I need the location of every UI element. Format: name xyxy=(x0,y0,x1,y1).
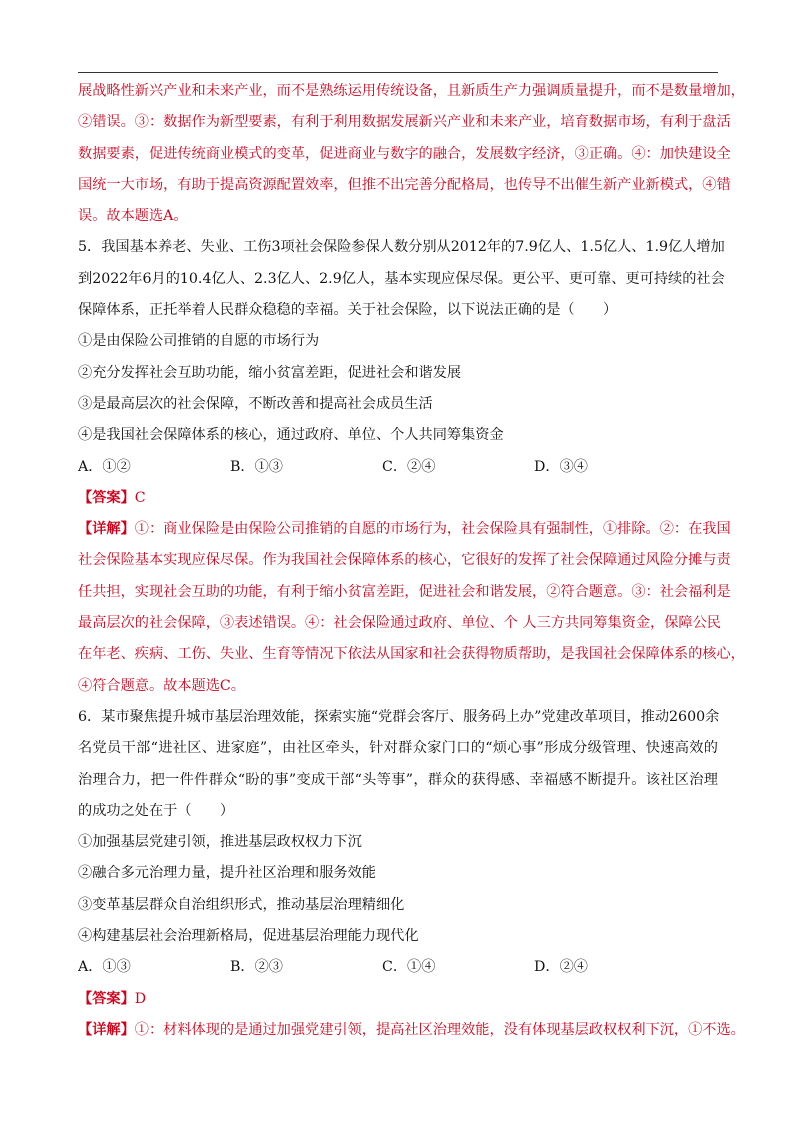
text-line xyxy=(78,170,731,201)
line-text: ②错误。③：数据作为新型要素，有利于利用数据发展新兴产业和未来产业，培育数据市场，有利于盘活 xyxy=(78,114,731,131)
option-2: C．①④ xyxy=(382,959,436,976)
text-line xyxy=(78,921,718,952)
answer-options xyxy=(78,952,718,983)
text-line xyxy=(78,702,718,733)
line-text: ①加强基层党建引领，推进基层政权权力下沉 xyxy=(78,834,362,851)
line-text: 数据要素，促进传统商业模式的变革，促进商业与数字的融合，发展数字经济，③正确。④：加快建设全 xyxy=(78,145,731,162)
line-text: 最高层次的社会保障，③表述错误。④：社会保险通过政府、单位、个 人三方共同筹集资金，保障公民 xyxy=(78,615,721,632)
option-3: D．②④ xyxy=(534,959,588,976)
line-text: ③是最高层次的社会保障，不断改善和提高社会成员生活 xyxy=(78,395,433,412)
answer-line xyxy=(78,1015,745,1046)
option-2: C．②④ xyxy=(382,458,436,475)
line-text: 误。故本题选A。 xyxy=(78,208,188,225)
text-line xyxy=(78,107,731,138)
line-text: 到2022年6月的10.4亿人、2.3亿人、2.9亿人，基本实现应保尽保。更公平、更可靠、更可持续的社会 xyxy=(78,270,725,287)
section-tag: 【答案】 xyxy=(78,489,135,506)
text-line xyxy=(78,139,731,170)
line-text: 治理合力，把一件件群众“盼的事”变成干部“头等事”，群众的获得感、幸福感不断提升。该社区治理 xyxy=(78,771,718,788)
option-1: B．②③ xyxy=(230,959,283,976)
text-line xyxy=(78,639,745,670)
line-text: 国统一大市场，有助于提高资源配置效率，但推不出完善分配格局，也传导不出催生新产业新模式，④错 xyxy=(78,176,731,193)
line-text: ④符合题意。故本题选C。 xyxy=(78,677,245,694)
line-text: ①：材料体现的是通过加强党建引领，提高社区治理效能，没有体现基层政权权利下沉，①不选。 xyxy=(134,1021,745,1038)
text-line xyxy=(78,608,721,639)
line-text: ④构建基层社会治理新格局，促进基层治理能力现代化 xyxy=(78,928,419,945)
text-line xyxy=(78,858,718,889)
option-3: D．③④ xyxy=(534,458,588,475)
answer-line xyxy=(78,984,718,1015)
answer-line xyxy=(78,514,731,545)
text-line xyxy=(78,796,718,827)
text-line xyxy=(78,765,718,796)
line-text: 展战略性新兴产业和未来产业，而不是熟练运用传统设备，且新质生产力强调质量提升，而不是数量增加， xyxy=(78,83,745,99)
text-line xyxy=(78,420,718,451)
line-text: 6．某市聚焦提升城市基层治理效能，探索实施“党群会客厅、服务码上办”党建改革项目，推动2600余 xyxy=(78,708,720,725)
line-text: 5．我国基本养老、失业、工伤3项社会保险参保人数分别从2012年的7.9亿人、1.5亿人、1.9亿人增加 xyxy=(78,239,725,256)
text-line xyxy=(78,326,718,357)
text-line xyxy=(78,827,718,858)
option-0: A．①② xyxy=(78,458,131,475)
section-tag: 【答案】 xyxy=(78,990,135,1007)
line-text: 保障体系，正托举着人民群众稳稳的幸福。关于社会保险，以下说法正确的是（ ） xyxy=(78,302,618,319)
text-line xyxy=(78,76,745,107)
line-text: 名党员干部“进社区、进家庭”，由社区牵头，针对群众家门口的“烦心事”形成分级管理、快速高效的 xyxy=(78,740,718,757)
line-text: ③变革基层群众自治组织形式，推动基层治理精细化 xyxy=(78,896,405,913)
text-line xyxy=(78,577,731,608)
text-line xyxy=(78,671,718,702)
option-0: A．①③ xyxy=(78,959,131,976)
line-text: ①是由保险公司推销的自愿的市场行为 xyxy=(78,333,320,350)
section-tag: 【详解】 xyxy=(78,1021,135,1038)
line-text: 社会保险基本实现应保尽保。作为我国社会保障体系的核心，它很好的发挥了社会保障通过风险分摊与责 xyxy=(78,552,731,569)
text-line xyxy=(78,232,725,263)
text-line xyxy=(78,264,725,295)
line-text: ④是我国社会保障体系的核心，通过政府、单位、个人共同筹集资金 xyxy=(78,427,504,444)
option-1: B．①③ xyxy=(230,458,283,475)
line-text: ①：商业保险是由保险公司推销的自愿的市场行为，社会保险具有强制性，①排除。②：在我国 xyxy=(134,521,731,538)
text-line xyxy=(78,358,718,389)
document-body xyxy=(78,76,745,1046)
text-line xyxy=(78,201,718,232)
line-text: 的成功之处在于（ ） xyxy=(78,802,235,819)
line-text: C xyxy=(134,489,146,506)
answer-options xyxy=(78,452,718,483)
answer-line xyxy=(78,483,718,514)
text-line xyxy=(78,890,718,921)
text-line xyxy=(78,295,718,326)
line-text: 任共担，实现社会互助的功能，有利于缩小贫富差距，促进社会和谐发展，②符合题意。③：社会福利是 xyxy=(78,583,731,600)
text-line xyxy=(78,389,718,420)
header-rule xyxy=(78,72,718,73)
line-text: D xyxy=(134,990,147,1007)
text-line xyxy=(78,733,718,764)
line-text: ②充分发挥社会互助功能，缩小贫富差距，促进社会和谐发展 xyxy=(78,364,462,381)
line-text: ②融合多元治理力量，提升社区治理和服务效能 xyxy=(78,865,376,882)
section-tag: 【详解】 xyxy=(78,521,135,538)
line-text: 在年老、疾病、工伤、失业、生育等情况下依法从国家和社会获得物质帮助，是我国社会保障体系的核心， xyxy=(78,646,745,663)
text-line xyxy=(78,545,731,576)
